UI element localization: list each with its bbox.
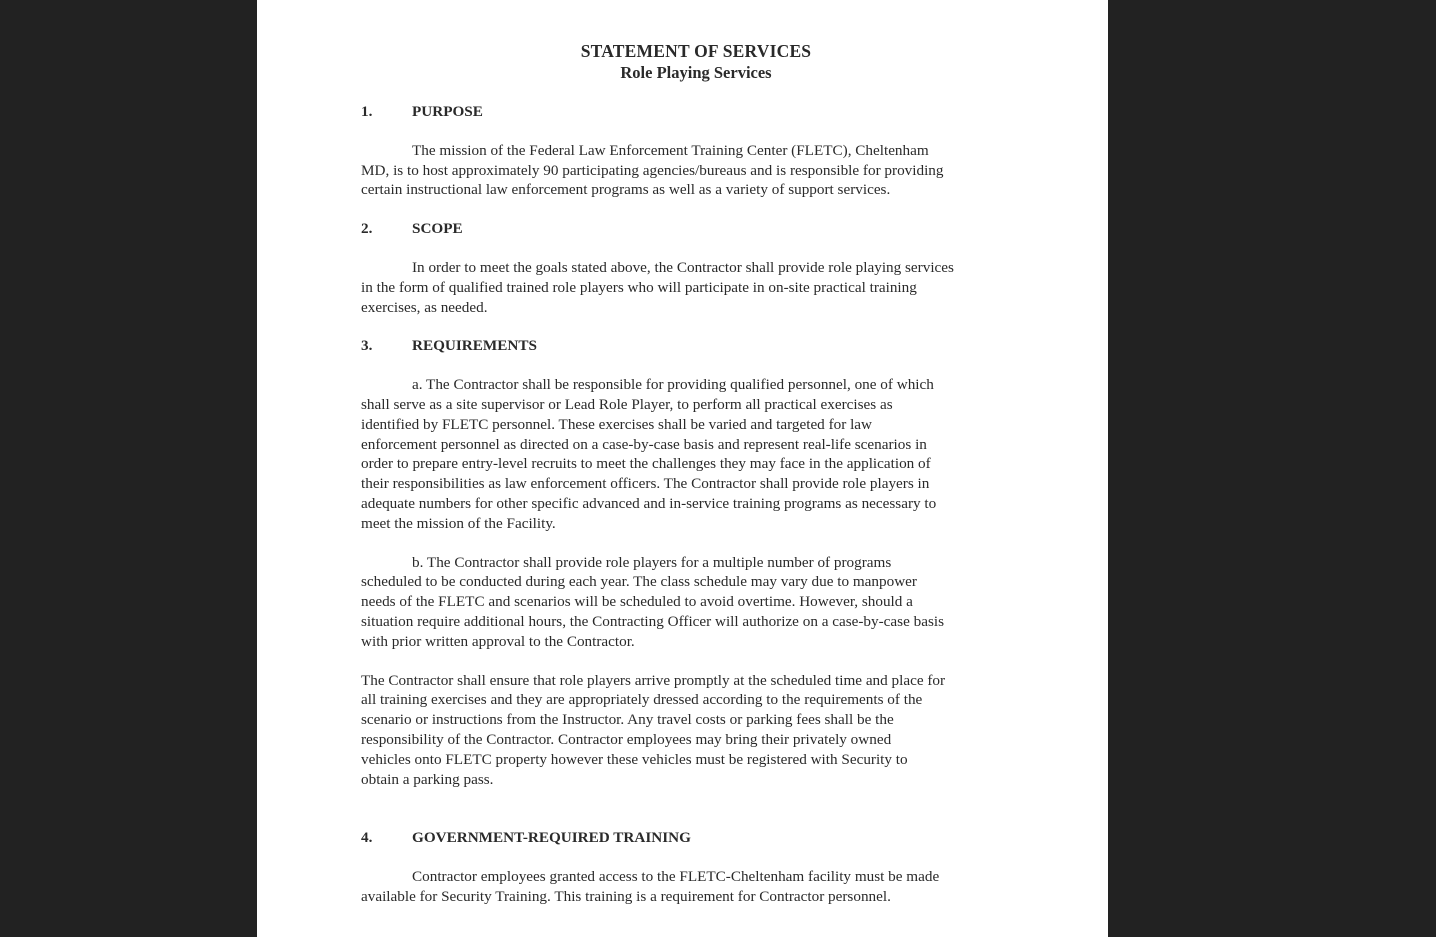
paragraph-line: identified by FLETC personnel. These exercises shall be varied and targeted for law bbox=[361, 415, 873, 433]
paragraph-line: certain instructional law enforcement programs as well as a variety of support services. bbox=[361, 181, 891, 199]
paragraph-line: scenario or instructions from the Instructor. Any travel costs or parking fees shall be the bbox=[361, 711, 894, 729]
document-page bbox=[257, 0, 1108, 937]
section-heading-requirements bbox=[361, 336, 1031, 356]
paragraph-line: enforcement personnel as directed on a case-by-case basis and represent real-life scenarios in bbox=[361, 435, 927, 453]
paragraph-line: The mission of the Federal Law Enforcement Training Center (FLETC), Cheltenham bbox=[412, 141, 929, 159]
paragraph-line: situation require additional hours, the Contracting Officer will authorize on a case-by-case basis bbox=[361, 612, 944, 630]
paragraph-line: responsibility of the Contractor. Contractor employees may bring their privately owned bbox=[361, 730, 892, 748]
requirements-paragraph-a bbox=[361, 375, 1031, 533]
purpose-paragraph bbox=[361, 141, 1031, 200]
section-heading-purpose bbox=[361, 102, 1031, 122]
paragraph-line: b. The Contractor shall provide role players for a multiple number of programs bbox=[412, 553, 892, 571]
paragraph-line: shall serve as a site supervisor or Lead Role Player, to perform all practical exercises as bbox=[361, 395, 893, 413]
training-paragraph bbox=[361, 867, 1031, 907]
paragraph-line: meet the mission of the Facility. bbox=[361, 514, 556, 532]
paragraph-line: adequate numbers for other specific advanced and in-service training programs as necessary to bbox=[361, 494, 937, 512]
paragraph-line: a. The Contractor shall be responsible for providing qualified personnel, one of which bbox=[412, 376, 934, 394]
section-title: REQUIREMENTS bbox=[412, 337, 537, 355]
section-number: 4. bbox=[361, 829, 373, 847]
section-title: GOVERNMENT-REQUIRED TRAINING bbox=[412, 829, 691, 847]
scope-paragraph bbox=[361, 258, 1031, 317]
section-number: 1. bbox=[361, 103, 373, 120]
section-number: 3. bbox=[361, 337, 373, 355]
paragraph-line: needs of the FLETC and scenarios will be scheduled to avoid overtime. However, should a bbox=[361, 593, 913, 611]
section-title: SCOPE bbox=[412, 220, 463, 238]
paragraph-line: with prior written approval to the Contractor. bbox=[361, 632, 635, 650]
paragraph-line: in the form of qualified trained role players who will participate in on-site practical training bbox=[361, 278, 917, 296]
paragraph-line: vehicles onto FLETC property however these vehicles must be registered with Security to bbox=[361, 750, 908, 768]
paragraph-line: MD, is to host approximately 90 participating agencies/bureaus and is responsible for providing bbox=[361, 161, 944, 179]
paragraph-line: available for Security Training. This training is a requirement for Contractor personnel. bbox=[361, 887, 891, 905]
section-title: PURPOSE bbox=[412, 103, 483, 120]
requirements-paragraph-c bbox=[361, 671, 1031, 790]
paragraph-line: The Contractor shall ensure that role players arrive promptly at the scheduled time and place for bbox=[361, 671, 946, 689]
section-heading-government-required-training bbox=[361, 828, 1031, 848]
requirements-paragraph-b bbox=[361, 553, 1031, 652]
paragraph-line: obtain a parking pass. bbox=[361, 770, 494, 788]
section-heading-scope bbox=[361, 219, 1031, 239]
document-subtitle: Role Playing Services bbox=[620, 63, 772, 82]
document-body bbox=[361, 40, 1031, 926]
paragraph-line: Contractor employees granted access to the FLETC-Cheltenham facility must be made bbox=[412, 868, 940, 886]
section-number: 2. bbox=[361, 220, 373, 238]
document-title: STATEMENT OF SERVICES bbox=[580, 41, 812, 61]
paragraph-line: order to prepare entry-level recruits to meet the challenges they may face in the application of bbox=[361, 455, 931, 473]
paragraph-line: all training exercises and they are appropriately dressed according to the requirements of the bbox=[361, 691, 923, 709]
paragraph-line: In order to meet the goals stated above, the Contractor shall provide role playing services bbox=[412, 258, 954, 276]
paragraph-line: scheduled to be conducted during each year. The class schedule may vary due to manpower bbox=[361, 573, 917, 591]
paragraph-line: their responsibilities as law enforcement officers. The Contractor shall provide role players in bbox=[361, 475, 930, 493]
paragraph-line: exercises, as needed. bbox=[361, 298, 488, 316]
